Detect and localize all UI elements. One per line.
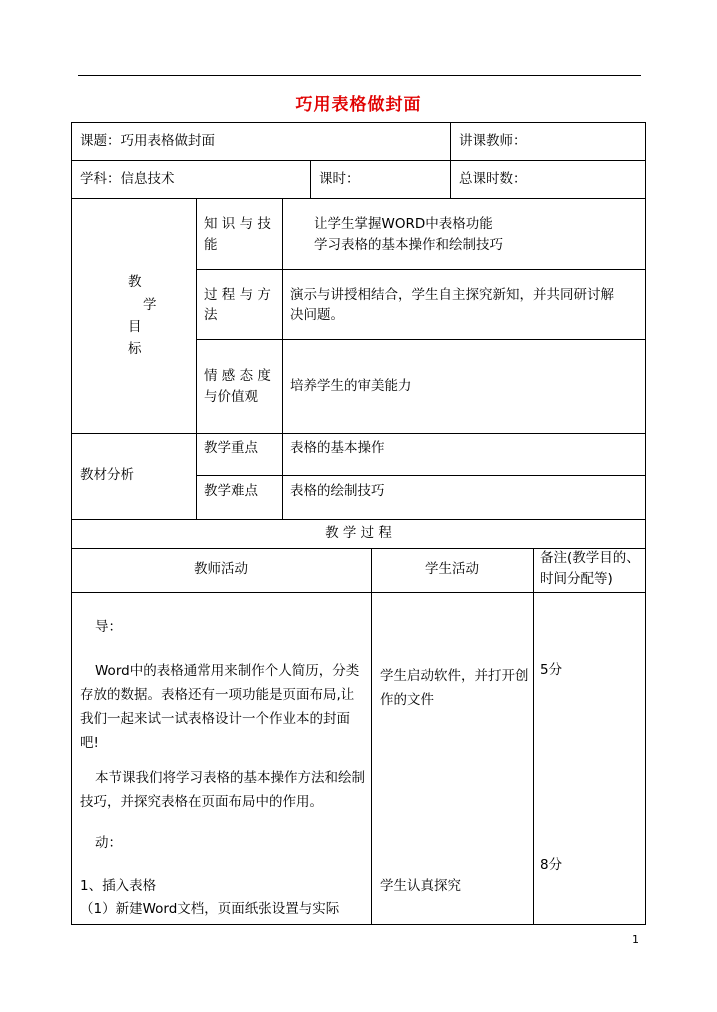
student-activity: 学生启动软件，并打开创作的文件 bbox=[380, 668, 529, 708]
teacher-paragraph: Word中的表格通常用来制作个人简历，分类存放的数据。表格还有一项功能是页面布局,让我们一起来试一试表格设计一个作业本的封面吧! bbox=[80, 663, 360, 751]
table-line bbox=[196, 198, 197, 519]
table-line bbox=[71, 592, 646, 593]
objective-content: 让学生掌握WORD中表格功能 bbox=[314, 216, 493, 232]
analysis-row-content: 表格的绘制技巧 bbox=[290, 483, 385, 499]
objective-label: 法 bbox=[204, 307, 218, 323]
step-title: 1、插入表格 bbox=[80, 878, 157, 894]
teacher-cell: 讲课教师： bbox=[459, 133, 527, 149]
objective-content: 决问题。 bbox=[290, 307, 344, 323]
notes-header: 备注(教学目的、 bbox=[540, 550, 640, 566]
objective-label: 过 程 与 方 bbox=[204, 287, 271, 303]
objectives-label-char: 标 bbox=[128, 341, 142, 357]
subject-cell: 学科：信息技术 bbox=[80, 171, 175, 187]
teacher-activity-header: 教师活动 bbox=[194, 561, 248, 577]
table-line bbox=[450, 122, 451, 198]
objective-label: 能 bbox=[204, 237, 218, 253]
objective-content: 演示与讲授相结合，学生自主探究新知，并共同研讨解 bbox=[290, 287, 614, 303]
time-note: 5分 bbox=[540, 662, 563, 678]
table-line bbox=[371, 548, 372, 924]
teacher-paragraph: 本节课我们将学习表格的基本操作方法和绘制技巧，并探究表格在页面布局中的作用。 bbox=[80, 770, 365, 810]
objectives-label-char: 学 bbox=[143, 297, 157, 313]
intro-label: 导： bbox=[95, 619, 122, 635]
page-number: 1 bbox=[632, 933, 639, 946]
analysis-row-content: 表格的基本操作 bbox=[290, 440, 385, 456]
table-line bbox=[310, 160, 311, 198]
table-line bbox=[533, 548, 534, 924]
table-line bbox=[282, 198, 283, 519]
table-line bbox=[71, 433, 646, 434]
table-border-top bbox=[71, 122, 646, 123]
header-rule bbox=[78, 75, 641, 76]
table-line bbox=[196, 339, 646, 340]
table-line bbox=[71, 519, 646, 520]
objectives-label-char: 目 bbox=[128, 319, 142, 335]
table-line bbox=[196, 269, 646, 270]
action-label: 动： bbox=[95, 835, 122, 851]
objective-label: 与价值观 bbox=[204, 389, 258, 405]
total-hours-cell: 总课时数： bbox=[459, 171, 527, 187]
table-line bbox=[196, 475, 646, 476]
objectives-label-char: 教 bbox=[128, 274, 142, 290]
objective-content: 学习表格的基本操作和绘制技巧 bbox=[314, 237, 503, 253]
notes-header: 时间分配等) bbox=[540, 571, 613, 587]
step-detail: （1）新建Word文档，页面纸张设置与实际 bbox=[80, 901, 340, 917]
time-note: 8分 bbox=[540, 857, 563, 873]
lesson-title-cell: 课题：巧用表格做封面 bbox=[80, 133, 215, 149]
analysis-row-label: 教学难点 bbox=[204, 483, 258, 499]
table-border-bottom bbox=[71, 924, 646, 925]
objective-label: 知 识 与 技 bbox=[204, 216, 271, 232]
objective-label: 情 感 态 度 bbox=[204, 368, 271, 384]
table-line bbox=[71, 160, 646, 161]
page-title: 巧用表格做封面 bbox=[295, 95, 422, 115]
student-activity-header: 学生活动 bbox=[425, 561, 479, 577]
process-title: 教 学 过 程 bbox=[325, 525, 392, 541]
analysis-label: 教材分析 bbox=[80, 467, 134, 483]
class-hours-cell: 课时： bbox=[319, 171, 360, 187]
student-activity: 学生认真探究 bbox=[380, 878, 461, 894]
table-line bbox=[71, 198, 646, 199]
analysis-row-label: 教学重点 bbox=[204, 440, 258, 456]
objective-content: 培养学生的审美能力 bbox=[290, 378, 412, 394]
